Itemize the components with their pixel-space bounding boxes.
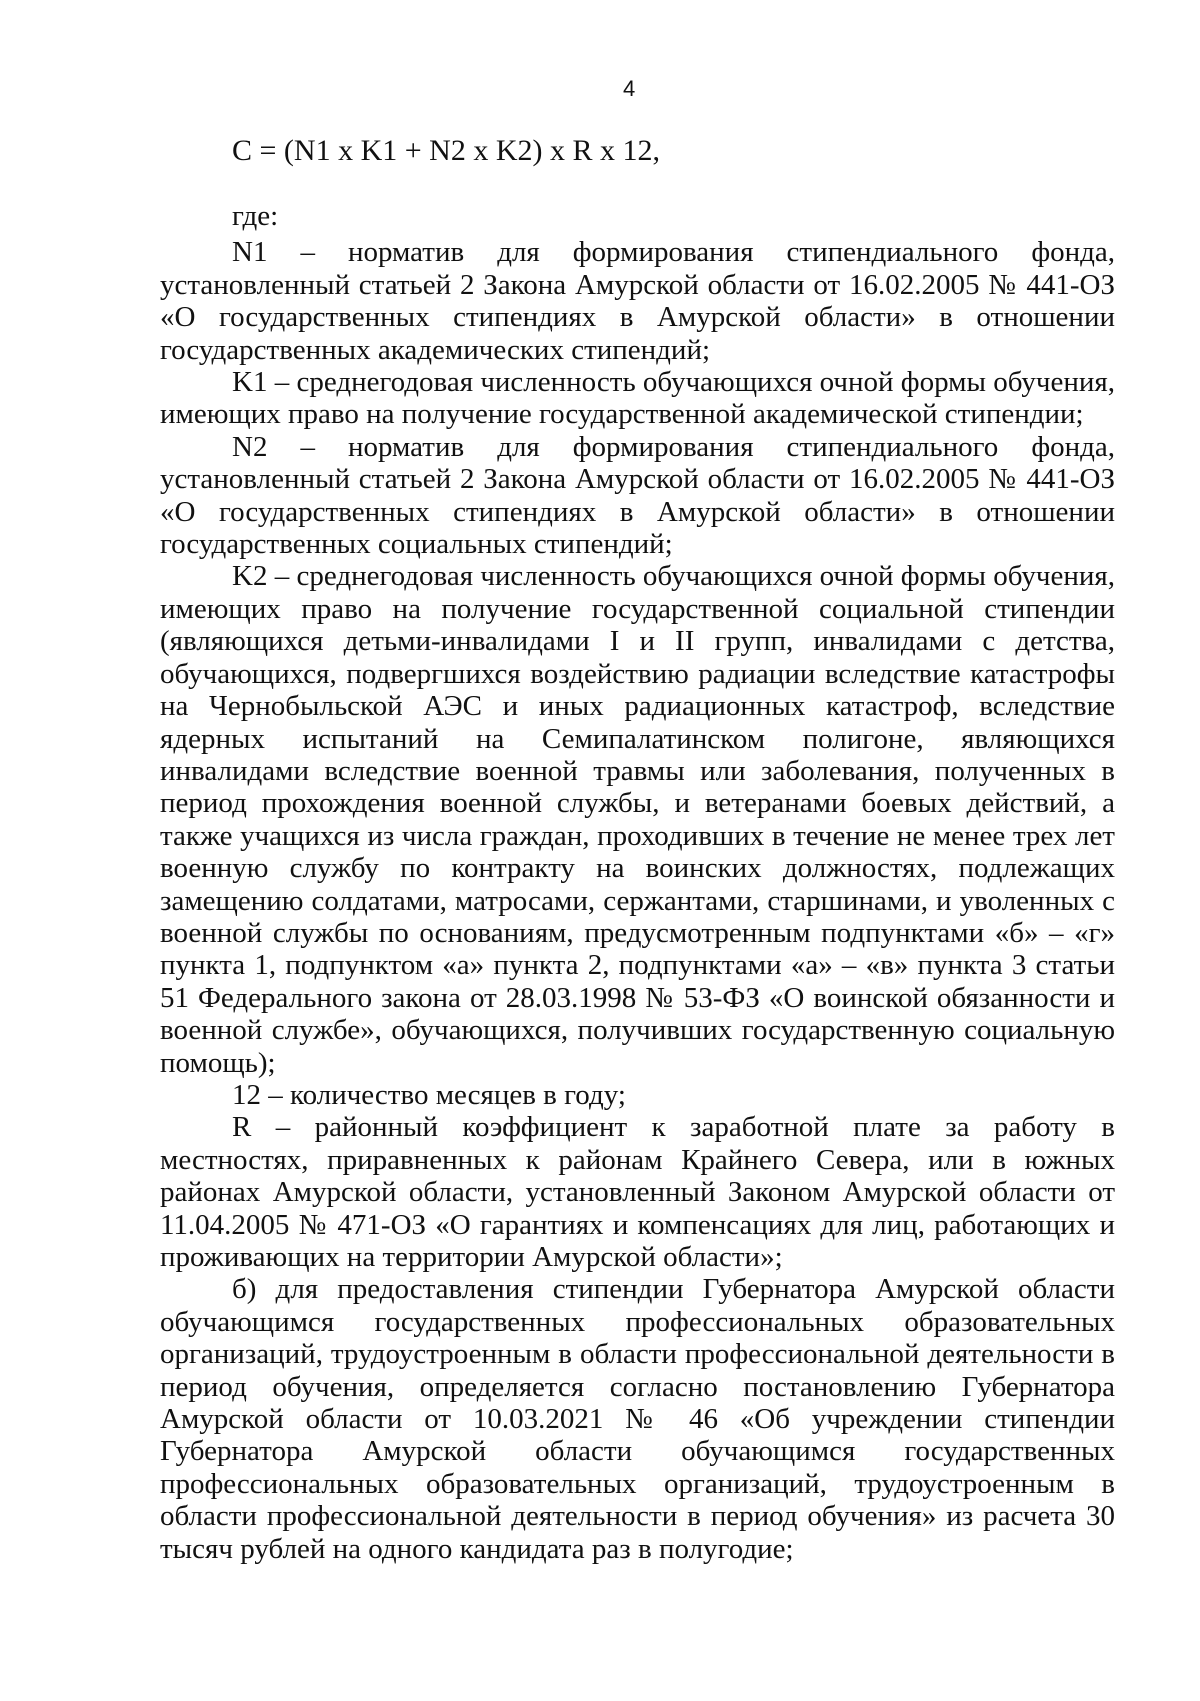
- paragraph-item-b: б) для предоставления стипендии Губернатора Амурской области обучающимся государственных профессиональных образовательных организаций, трудоустроенным в области профессиональной деятельности в период обучения, определяется согласно постановлению Губернатора Амурской области от 10.03.2021 № 46 «Об учреждении стипендии Губернатора Амурской области обучающимся государственных профессиональных образовательных организаций, трудоустроенным в области профессиональной деятельности в период обучения» из расчета 30 тысяч рублей на одного кандидата раз в полугодие;: [160, 1273, 1115, 1565]
- document-body: [160, 200, 1115, 1565]
- paragraph-12-definition: 12 – количество месяцев в году;: [232, 1078, 626, 1111]
- paragraph-n2-definition: N2 – норматив для формирования стипендиального фонда, установленный статьей 2 Закона Амурской области от 16.02.2005 № 441-ОЗ «О государственных стипендиях в Амурской области» в отношении государственных социальных стипендий;: [160, 430, 1115, 561]
- paragraph-n1-definition: N1 – норматив для формирования стипендиального фонда, установленный статьей 2 Закона Амурской области от 16.02.2005 № 441-ОЗ «О государственных стипендиях в Амурской области» в отношении государственных академических стипендий;: [160, 236, 1115, 366]
- paragraph-k1-definition: K1 – среднегодовая численность обучающихся очной формы обучения, имеющих право на получение государственной академической стипендии;: [160, 366, 1115, 431]
- scholarship-fund-formula: С = (N1 x K1 + N2 x K2) x R x 12,: [232, 134, 660, 167]
- paragraph-r-definition: R – районный коэффициент к заработной плате за работу в местностях, приравненных к районам Крайнего Севера, или в южных районах Амурской области, установленный Законом Амурской области от 11.04.2005 № 471-ОЗ «О гарантиях и компенсациях для лиц, работающих и проживающих на территории Амурской области»;: [160, 1111, 1115, 1273]
- paragraph-k2-definition: K2 – среднегодовая численность обучающихся очной формы обучения, имеющих право на получение государственной социальной стипендии (являющихся детьми-инвалидами I и II групп, инвалидами с детства, обучающихся, подвергшихся воздействию радиации вследствие катастрофы на Чернобыльской АЭС и иных радиационных катастроф, вследствие ядерных испытаний на Семипалатинском полигоне, являющихся инвалидами вследствие военной травмы или заболевания, полученных в период прохождения военной службы, и ветеранами боевых действий, а также учащихся из числа граждан, проходивших в течение не менее трех лет военную службу по контракту на воинских должностях, подлежащих замещению солдатами, матросами, сержантами, старшинами, и уволенных с военной службы по основаниям, предусмотренным подпунктами «б» – «г» пункта 1, подпунктом «а» пункта 2, подпунктами «а» – «в» пункта 3 статьи 51 Федерального закона от 28.03.1998 № 53-ФЗ «О воинской обязанности и военной службе», обучающихся, получивших государственную социальную помощь);: [160, 560, 1115, 1079]
- page-number: 4: [623, 76, 636, 101]
- paragraph-where: где:: [232, 200, 279, 232]
